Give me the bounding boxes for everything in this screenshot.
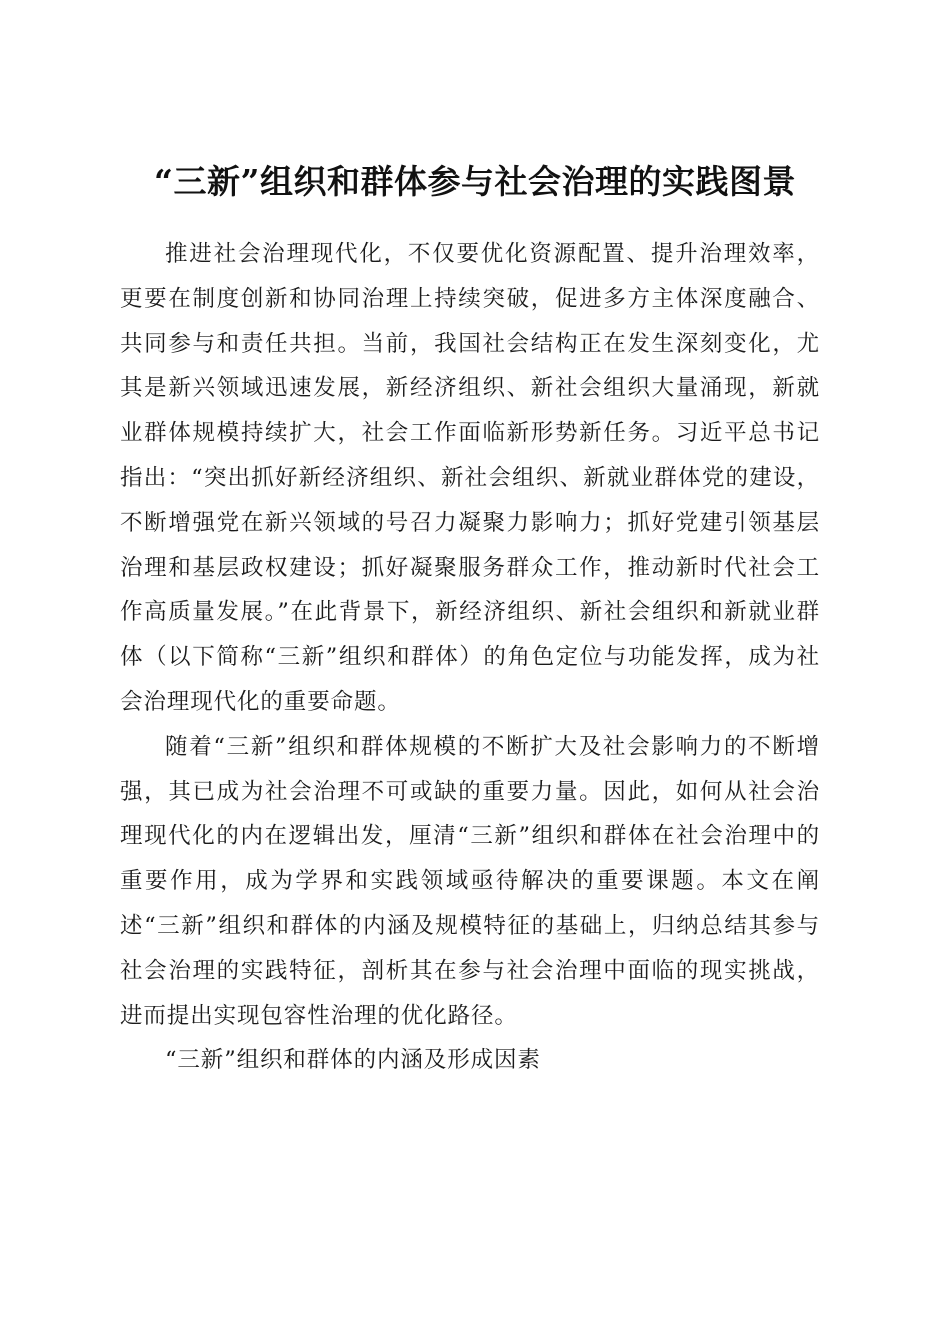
section-heading: “三新”组织和群体的内涵及形成因素 <box>165 1047 541 1074</box>
document-body <box>120 232 820 1083</box>
paragraph-2: 随着“三新”组织和群体规模的不断扩大及社会影响力的不断增强，其已成为社会治理不可或缺的重要力量。因此，如何从社会治理现代化的内在逻辑出发，厘清“三新”组织和群体在社会治理中的重要作用，成为学界和实践领域亟待解决的重要课题。本文在阐述“三新”组织和群体的内涵及规模特征的基础上，归纳总结其参与社会治理的实践特征，剖析其在参与社会治理中面临的现实挑战，进而提出实现包容性治理的优化路径。 <box>120 733 820 1029</box>
document-title: “三新”组织和群体参与社会治理的实践图景 <box>154 162 796 202</box>
paragraph-1: 推进社会治理现代化，不仅要优化资源配置、提升治理效率，更要在制度创新和协同治理上持续突破，促进多方主体深度融合、共同参与和责任共担。当前，我国社会结构正在发生深刻变化，尤其是新兴领域迅速发展，新经济组织、新社会组织大量涌现，新就业群体规模持续扩大，社会工作面临新形势新任务。习近平总书记指出：“突出抓好新经济组织、新社会组织、新就业群体党的建设，不断增强党在新兴领域的号召力凝聚力影响力；抓好党建引领基层治理和基层政权建设；抓好凝聚服务群众工作，推动新时代社会工作高质量发展。”在此背景下，新经济组织、新社会组织和新就业群体（以下简称“三新”组织和群体）的角色定位与功能发挥，成为社会治理现代化的重要命题。 <box>120 241 820 715</box>
